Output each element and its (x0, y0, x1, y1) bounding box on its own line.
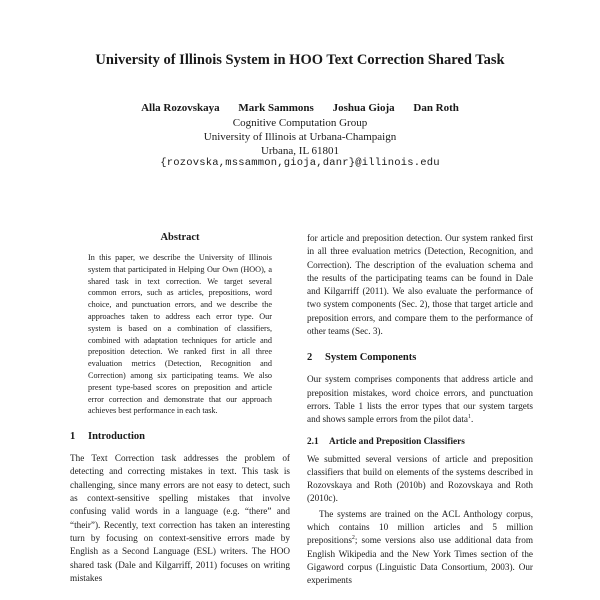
subsection-number: 2.1 (307, 436, 319, 447)
paragraph-text: Our system comprises components that address article and preposition mistakes, word choice errors, and punctuation errors. Table 1 lists the error types that our system targets and shows sample errors from the pilot data (307, 374, 533, 425)
section-number: 2 (307, 352, 313, 364)
author-list (0, 102, 600, 114)
author-name: Alla Rozovskaya (141, 102, 220, 114)
classifiers-paragraph-2 (307, 508, 533, 588)
paper-title: University of Illinois System in HOO Text Correction Shared Task (95, 52, 505, 68)
paragraph-end: . (471, 414, 474, 425)
section-title: Introduction (88, 431, 145, 443)
right-column (307, 232, 533, 588)
affiliation-group: Cognitive Computation Group (232, 117, 368, 129)
section-number: 1 (70, 431, 76, 443)
system-components-text (307, 373, 533, 426)
section-heading-introduction (70, 431, 290, 442)
left-column (70, 232, 290, 585)
paragraph-text: The systems are trained on the ACL Anthology corpus, which contains 10 million articles and 5 million prepositions (307, 508, 533, 546)
abstract-text: In this paper, we describe the University of Illinois system that participated in Helping Our Own (HOO), a shared task in text correction. We target several common errors, such as articles, prepositions, word choice, and punctuation errors, and we describe the approaches taken to address each error type. Our system is based on a combination of classifiers, combined with adaptation techniques for article and preposition detection. We ranked first in all three evaluation metrics (Detection, Recognition and Correction) among six participating teams. We also present type-based scores on preposition and article error correction and demonstrate that our approach achieves best performance in each task. (88, 253, 272, 416)
introduction-text: The Text Correction task addresses the problem of detecting and correcting mistakes in text. This task is challenging, since many errors are not easy to detect, such as context-sensitive spelling mistakes that involve confusing valid words in a language (e.g. “there” and “their”). Recently, text correction has taken an interesting turn by focusing on context-sensitive errors made by English as a Second Language (ESL) writers. The HOO shared task (Dale and Kilgarriff, 2011) focuses on writing mistakes (70, 453, 290, 583)
section-title: System Components (325, 352, 417, 364)
footnote-mark: 1 (468, 414, 471, 421)
introduction-continuation: for article and preposition detection. Our system ranked first in all three evaluation metrics (Detection, Recognition, and Correction). The description of the evaluation schema and the results of the participating teams can be found in Dale and Kilgarriff (2011). We also evaluate the performance of two system components (Sec. 2), those that target article and preposition errors, and compare them to the performance of other teams (Sec. 3). (307, 233, 533, 337)
author-name: Mark Sammons (238, 102, 314, 114)
subsection-title: Article and Preposition Classifiers (329, 436, 465, 447)
section-heading-system-components (307, 352, 533, 363)
abstract-heading: Abstract (160, 232, 200, 243)
classifiers-paragraph-1: We submitted several versions of article and preposition classifiers that build on elements of the systems described in Rozovskaya and Roth (2010b) and Rozovskaya and Roth (2010c). (307, 453, 533, 504)
affiliation-university: University of Illinois at Urbana-Champaign (203, 131, 397, 143)
paragraph-end: ; some versions also use additional data from English Wikipedia and the New York Times section of the Gigaword corpus (Linguistic Data Consortium, 2003). Our experiments (307, 535, 533, 586)
footnote-mark: 2 (351, 535, 355, 542)
author-name: Joshua Gioja (332, 102, 395, 114)
author-name: Dan Roth (413, 102, 459, 114)
author-emails: {rozovska,mssammon,gioja,danr}@illinois.edu (160, 157, 440, 169)
affiliation-location: Urbana, IL 61801 (260, 145, 340, 157)
subsection-heading-classifiers (307, 437, 533, 447)
